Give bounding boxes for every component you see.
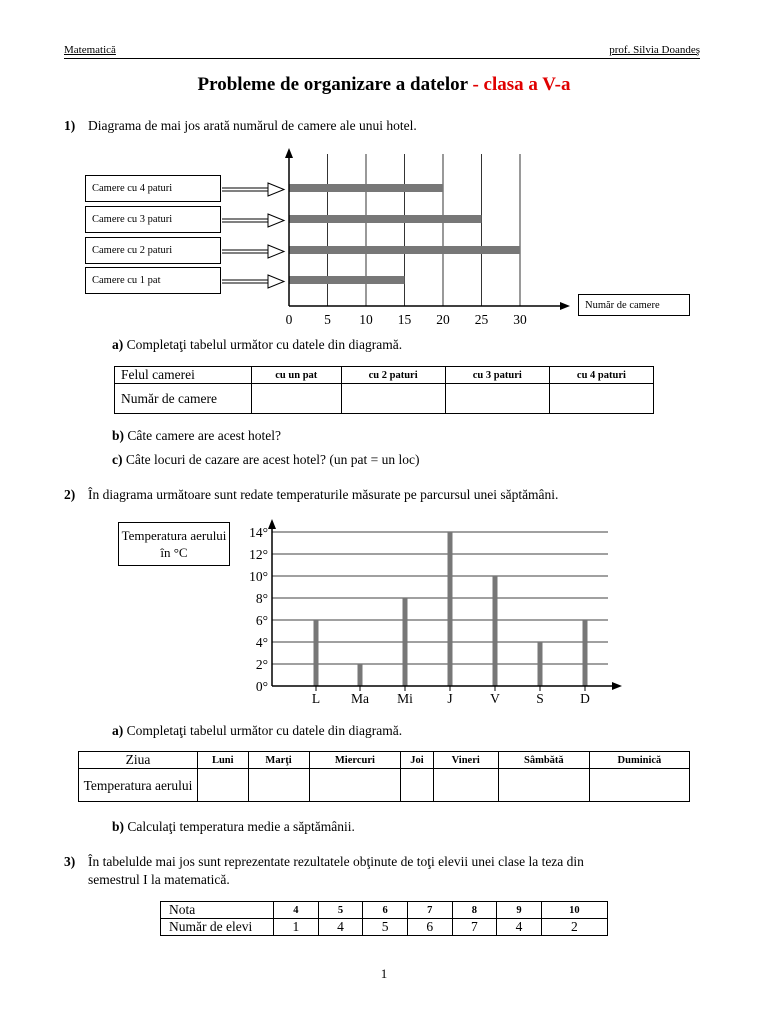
rooms-chart-bar — [289, 215, 482, 223]
q3-table — [160, 901, 608, 936]
temp-chart-x-arrow — [612, 682, 622, 690]
q3-count: 6 — [407, 919, 452, 936]
rooms-chart-bar — [289, 184, 443, 192]
q2-answer-cell[interactable] — [433, 769, 498, 802]
q3-grade: 7 — [407, 902, 452, 919]
q2-table-col-7: Duminică — [589, 752, 689, 769]
q3-text-line2: semestrul I la matematică. — [88, 872, 230, 887]
q2-text: În diagrama următoare sunt redate temperaturile măsurate pe parcursul unei săptămâni. — [88, 487, 559, 502]
q1-part-a-text: Completaţi tabelul următor cu datele din diagramă. — [123, 337, 403, 352]
q2-part-a — [112, 723, 402, 739]
q3-grade: 5 — [318, 902, 363, 919]
q2-answer-cell[interactable] — [248, 769, 309, 802]
q2-part-b-text: Calculaţi temperatura medie a săptămânii. — [124, 819, 355, 834]
q2-table-col-5: Vineri — [433, 752, 498, 769]
q1-table-col-2: cu 2 paturi — [341, 367, 445, 384]
q1-answer-cell[interactable] — [549, 384, 653, 414]
q3-grade: 10 — [541, 902, 607, 919]
q1-table-header-row — [115, 367, 654, 384]
rooms-chart-x-tick: 10 — [359, 312, 373, 327]
temp-chart-y-tick: 10° — [249, 569, 268, 584]
rooms-chart-pointer-head — [268, 183, 284, 196]
q3-table-row1-label: Nota — [161, 902, 274, 919]
q1-part-c-text: Câte locuri de cazare are acest hotel? (un pat = un loc) — [122, 452, 420, 467]
q1-table-col-4: cu 4 paturi — [549, 367, 653, 384]
page-number: 1 — [380, 966, 388, 981]
q1-answer-cell[interactable] — [445, 384, 549, 414]
rooms-chart-x-tick: 25 — [474, 312, 489, 327]
rooms-chart-pointer-head — [268, 214, 284, 227]
q3-grade: 9 — [497, 902, 542, 919]
q1-part-a-label: a) — [112, 337, 124, 352]
q2-answer-cell[interactable] — [498, 769, 589, 802]
temp-chart-bar — [358, 664, 363, 686]
q3-count: 4 — [318, 919, 363, 936]
q2-line — [64, 487, 559, 503]
q2-answer-cell[interactable] — [401, 769, 433, 802]
temp-chart-grid — [272, 532, 608, 664]
rooms-chart-category-label: Camere cu 4 paturi — [85, 175, 221, 202]
q1-table-row1-label: Felul camerei — [115, 367, 252, 384]
temp-chart-y-tick: 0° — [255, 679, 268, 694]
q2-table-col-6: Sâmbătă — [498, 752, 589, 769]
q1-table-row2-label: Număr de camere — [115, 384, 252, 414]
temp-chart-x-tick: D — [580, 691, 590, 706]
temp-chart-bars — [314, 532, 588, 686]
q2-table-col-3: Miercuri — [309, 752, 401, 769]
temp-chart-bar — [538, 642, 543, 686]
temp-chart-bar — [493, 576, 498, 686]
header-rule — [64, 58, 700, 59]
q1-answer-cell[interactable] — [252, 384, 342, 414]
temp-chart-x-tick: J — [447, 691, 453, 706]
q1-part-c-label: c) — [112, 452, 123, 467]
q3-grade: 6 — [363, 902, 408, 919]
temp-chart-bar — [403, 598, 408, 686]
q2-part-b-label: b) — [112, 819, 125, 834]
q3-table-counts-row — [161, 919, 608, 936]
temp-chart-x-tick: Ma — [351, 691, 369, 706]
rooms-chart-pointer-head — [268, 245, 284, 258]
q2-table — [78, 751, 690, 802]
q3-count: 1 — [274, 919, 319, 936]
temp-chart-y-label: Temperatura aerului în °C — [118, 522, 230, 566]
rooms-chart-x-tick: 15 — [397, 312, 412, 327]
q1-table — [114, 366, 654, 414]
q1-part-b-label: b) — [112, 428, 125, 443]
temp-chart-x-tick: S — [536, 691, 544, 706]
temp-chart-bar — [583, 620, 588, 686]
rooms-chart-category-label: Camere cu 2 paturi — [85, 237, 221, 264]
q2-table-row1-label: Ziua — [79, 752, 198, 769]
rooms-chart-x-tick: 30 — [513, 312, 527, 327]
rooms-chart-ticks — [286, 312, 527, 327]
temp-chart-y-ticks — [249, 525, 268, 694]
title-accent: - clasa a V-a — [467, 74, 571, 95]
rooms-chart-arrows — [222, 183, 284, 288]
q3-line — [64, 854, 584, 870]
q2-table-col-2: Marţi — [248, 752, 309, 769]
rooms-chart-x-tick: 20 — [436, 312, 450, 327]
temp-chart-x-tick: L — [311, 691, 321, 706]
temp-chart-x-tick: Mi — [397, 691, 413, 706]
rooms-chart-bar — [289, 276, 405, 284]
q3-table-grades-row — [161, 902, 608, 919]
q3-count: 2 — [541, 919, 607, 936]
q2-part-b — [112, 819, 355, 835]
rooms-chart-category-label: Camere cu 1 pat — [85, 267, 221, 294]
temp-chart-bar — [314, 620, 319, 686]
q2-part-a-label: a) — [112, 723, 124, 738]
q3-grade: 8 — [452, 902, 497, 919]
q1-part-b-text: Câte camere are acest hotel? — [124, 428, 282, 443]
q3-table-row2-label: Număr de elevi — [161, 919, 274, 936]
temp-chart-y-tick: 14° — [249, 525, 268, 540]
q2-table-col-1: Luni — [198, 752, 249, 769]
rooms-chart-x-tick: 0 — [285, 312, 293, 327]
q1-part-c — [112, 452, 419, 468]
q1-table-col-3: cu 3 paturi — [445, 367, 549, 384]
q3-count: 7 — [452, 919, 497, 936]
header-subject: Matematică — [64, 44, 116, 56]
q1-table-col-1: cu un pat — [252, 367, 342, 384]
q1-number: 1) — [64, 118, 76, 133]
q1-table-answer-row — [115, 384, 654, 414]
q1-answer-cell[interactable] — [341, 384, 445, 414]
page-title — [0, 74, 768, 96]
temp-chart-y-tick: 4° — [255, 635, 268, 650]
rooms-chart-bar — [289, 246, 520, 254]
q1-line — [64, 118, 417, 134]
q3-text-line1: În tabelulde mai jos sunt reprezentate rezultatele obţinute de toţi elevii unei clase la teza din — [88, 854, 584, 869]
rooms-chart-y-arrow — [285, 148, 293, 158]
temp-chart-y-tick: 12° — [249, 547, 268, 562]
q2-answer-cell[interactable] — [589, 769, 689, 802]
q1-part-b — [112, 428, 281, 444]
temperature-chart — [0, 515, 768, 710]
q2-table-col-4: Joi — [401, 752, 433, 769]
temp-chart-y-tick: 8° — [255, 591, 268, 606]
header-author: prof. Silvia Doandeş — [609, 44, 700, 56]
q2-table-row2-label: Temperatura aerului — [79, 769, 198, 802]
q2-table-answer-row — [79, 769, 690, 802]
temp-chart-bar — [448, 532, 453, 686]
rooms-chart-pointer-head — [268, 275, 284, 288]
q2-table-header-row — [79, 752, 690, 769]
temp-chart-y-arrow — [268, 519, 276, 529]
temp-chart-y-tick: 2° — [255, 657, 268, 672]
rooms-chart-x-label: Număr de camere — [578, 294, 690, 316]
rooms-chart-x-arrow — [560, 302, 570, 310]
q1-text: Diagrama de mai jos arată numărul de camere ale unui hotel. — [88, 118, 417, 133]
q2-answer-cell[interactable] — [198, 769, 249, 802]
q3-grade: 4 — [274, 902, 319, 919]
temp-chart-x-ticks — [312, 686, 590, 706]
title-main: Probleme de organizare a datelor — [197, 74, 468, 95]
q2-answer-cell[interactable] — [309, 769, 401, 802]
rooms-chart-x-tick: 5 — [324, 312, 331, 327]
q3-count: 4 — [497, 919, 542, 936]
temp-chart-y-tick: 6° — [255, 613, 268, 628]
q3-count: 5 — [363, 919, 408, 936]
q1-part-a — [112, 337, 402, 353]
q2-number: 2) — [64, 487, 76, 502]
temp-chart-x-tick: V — [490, 691, 500, 706]
q3-number: 3) — [64, 854, 76, 869]
q2-part-a-text: Completaţi tabelul următor cu datele din diagramă. — [123, 723, 403, 738]
rooms-chart-category-label: Camere cu 3 paturi — [85, 206, 221, 233]
